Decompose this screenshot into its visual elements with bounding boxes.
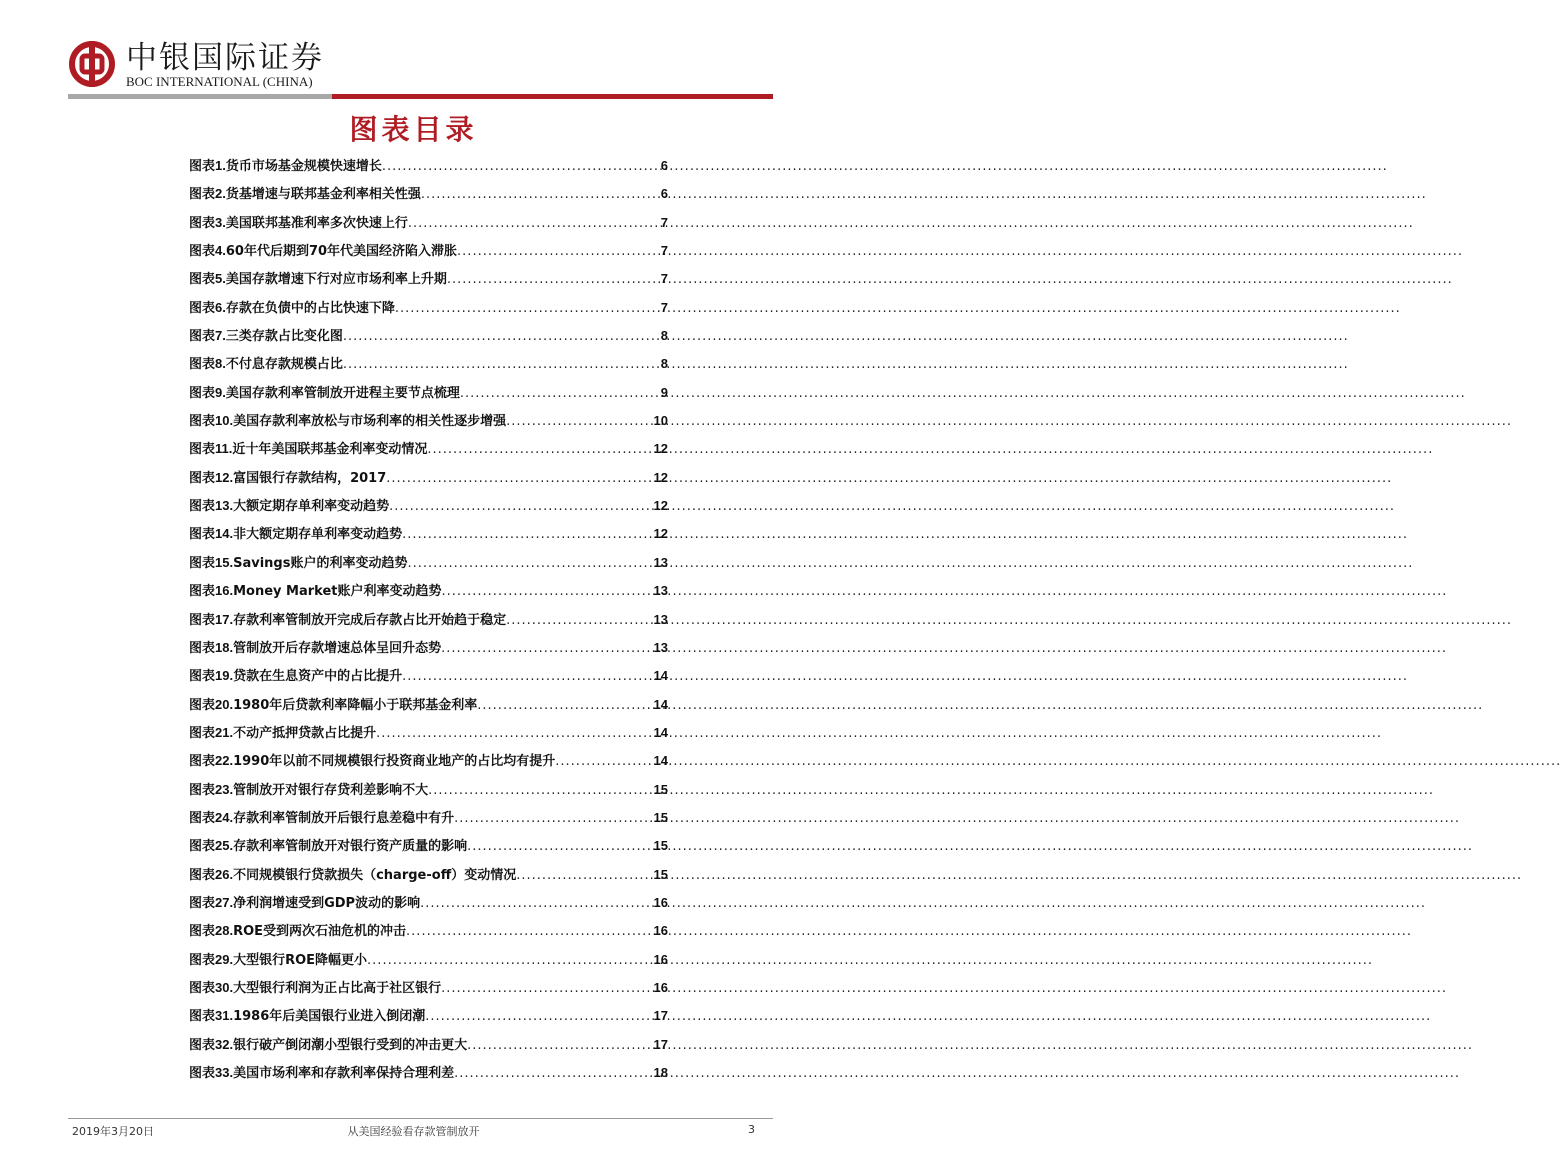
toc-entry-number: 33. — [215, 1065, 234, 1080]
toc-entry-number: 29. — [215, 951, 234, 967]
toc-dot-leader — [402, 527, 653, 542]
toc-entry[interactable] — [189, 552, 668, 580]
toc-dot-leader — [395, 301, 661, 316]
toc-dot-leader — [428, 783, 653, 798]
toc-entry[interactable] — [189, 892, 668, 920]
toc-dot-leader — [389, 499, 653, 514]
toc-entry-label: 图表 — [189, 669, 216, 685]
toc-dot-leader — [447, 272, 661, 287]
toc-entry-number: 17. — [215, 611, 234, 627]
toc-dot-leader — [386, 471, 653, 486]
toc-dot-leader — [382, 159, 661, 174]
toc-entry-title: 管制放开对银行存贷利差影响不大 — [233, 782, 429, 798]
toc-entry-label: 图表 — [189, 782, 216, 798]
toc-entry-label: 图表 — [189, 697, 216, 713]
toc-entry-number: 12. — [215, 469, 234, 485]
toc-entry-page: 6 — [660, 158, 668, 173]
toc-dot-leader — [555, 754, 653, 769]
footer-page-number: 3 — [748, 1123, 755, 1136]
toc-entry-title: 存款利率管制放开完成后存款占比开始趋于稳定 — [233, 612, 507, 628]
toc-entry-number: 22. — [215, 753, 234, 769]
toc-entry-title: 货基增速与联邦基金利率相关性强 — [225, 187, 421, 203]
toc-entry-label: 图表 — [189, 470, 216, 486]
toc-entry-title: 存款在负债中的占比快速下降 — [225, 300, 395, 316]
toc-entry[interactable] — [189, 1034, 668, 1062]
toc-dot-leader — [506, 613, 653, 628]
toc-entry-label: 图表 — [189, 527, 216, 543]
toc-entry-page: 7 — [660, 299, 668, 315]
toc-entry-page: 12 — [653, 469, 668, 485]
toc-entry[interactable] — [189, 637, 668, 665]
toc-entry-label: 图表 — [189, 810, 216, 826]
toc-entry-page: 12 — [653, 498, 668, 514]
toc-entry-number: 32. — [215, 1036, 234, 1052]
toc-entry-label: 图表 — [189, 1009, 216, 1025]
toc-dot-leader — [441, 641, 653, 656]
toc-entry-label: 图表 — [189, 244, 216, 260]
toc-entry-title: 货币市场基金规模快速增长 — [225, 159, 382, 174]
toc-entry-page: 8 — [660, 356, 668, 372]
toc-entry-number: 4. — [215, 243, 226, 259]
toc-entry-number: 9. — [215, 384, 226, 400]
toc-entry-number: 13. — [215, 498, 234, 514]
toc-entry-label: 图表 — [189, 895, 216, 911]
toc-entry[interactable] — [189, 609, 668, 637]
toc-entry-number: 3. — [215, 214, 226, 230]
toc-dot-leader — [343, 357, 661, 372]
toc-dot-leader — [477, 698, 653, 713]
header-divider-red — [332, 94, 773, 99]
toc-entry-number: 6. — [215, 299, 226, 315]
toc-dot-leader — [441, 981, 653, 996]
toc-entry-page: 7 — [660, 214, 668, 230]
toc-entry-label: 图表 — [189, 159, 216, 174]
toc-entry[interactable] — [189, 722, 668, 750]
toc-entry[interactable] — [189, 438, 668, 466]
toc-entry-title: 美国市场利率和存款利率保持合理利差 — [233, 1066, 455, 1081]
toc-entry-page: 13 — [653, 554, 668, 570]
toc-entry-label: 图表 — [189, 329, 216, 345]
toc-entry[interactable] — [189, 920, 668, 948]
toc-entry[interactable] — [189, 835, 668, 863]
toc-entry-title: 1986年后美国银行业进入倒闭潮 — [233, 1009, 426, 1025]
toc-entry-number: 14. — [215, 526, 234, 542]
toc-entry-page: 16 — [653, 923, 668, 939]
toc-entry-label: 图表 — [189, 725, 216, 741]
toc-dot-leader — [457, 244, 661, 259]
toc-entry-title: 美国存款利率放松与市场利率的相关性逐步增强 — [233, 414, 507, 430]
toc-entry-title: ROE受到两次石油危机的冲击 — [233, 924, 407, 940]
toc-entry-label: 图表 — [189, 1066, 216, 1081]
figure-toc-list — [189, 155, 668, 1090]
toc-entry[interactable] — [189, 523, 668, 551]
toc-entry-label: 图表 — [189, 555, 216, 571]
toc-entry-page: 7 — [660, 243, 668, 259]
toc-entry-label: 图表 — [189, 584, 216, 600]
header-divider-gray — [68, 94, 332, 99]
toc-entry-title: 大型银行利润为正占比高于社区银行 — [233, 980, 442, 996]
toc-entry-label: 图表 — [189, 187, 216, 203]
toc-entry-number: 16. — [215, 583, 234, 599]
toc-entry-title: 美国联邦基准利率多次快速上行 — [225, 215, 408, 231]
toc-entry-title: 存款利率管制放开后银行息差稳中有升 — [233, 810, 455, 826]
toc-entry-number: 5. — [215, 271, 226, 287]
toc-dot-leader — [376, 726, 653, 741]
toc-entry-title: 非大额定期存单利率变动趋势 — [233, 527, 403, 543]
toc-entry-page: 13 — [653, 611, 668, 627]
brand-name-cn: 中银国际证券 — [126, 40, 324, 76]
toc-entry-page: 13 — [653, 639, 668, 655]
toc-entry-number: 20. — [215, 696, 234, 712]
toc-entry[interactable] — [189, 410, 668, 438]
toc-entry-title: 净利润增速受到GDP波动的影响 — [233, 895, 421, 911]
toc-dot-leader — [421, 187, 661, 202]
toc-entry-label: 图表 — [189, 499, 216, 515]
brand-name-en: BOC INTERNATIONAL (CHINA) — [126, 74, 313, 89]
toc-entry[interactable] — [189, 779, 668, 807]
toc-entry-page: 15 — [653, 838, 668, 854]
toc-entry-title: 存款利率管制放开对银行资产质量的影响 — [233, 839, 468, 855]
toc-entry-number: 30. — [215, 979, 234, 995]
toc-entry[interactable] — [189, 665, 668, 693]
toc-dot-leader — [441, 584, 653, 599]
toc-entry[interactable] — [189, 807, 668, 835]
toc-entry-label: 图表 — [189, 640, 216, 656]
toc-entry-number: 26. — [215, 866, 234, 882]
toc-entry[interactable] — [189, 183, 668, 211]
toc-entry-page: 10 — [653, 413, 668, 429]
toc-entry-number: 31. — [215, 1008, 234, 1024]
toc-entry-page: 17 — [653, 1008, 668, 1024]
toc-entry-page: 16 — [653, 951, 668, 967]
toc-entry[interactable] — [189, 750, 668, 778]
toc-entry-title: 近十年美国联邦基金利率变动情况 — [232, 442, 428, 458]
toc-entry-title: 60年代后期到70年代美国经济陷入滞胀 — [225, 244, 458, 260]
toc-entry-page: 12 — [653, 441, 668, 457]
toc-entry-title: Money Market账户利率变动趋势 — [233, 584, 442, 600]
toc-entry-title: 不动产抵押贷款占比提升 — [233, 725, 377, 741]
toc-entry-page: 9 — [660, 384, 668, 400]
toc-entry[interactable] — [189, 467, 668, 495]
toc-entry-title: 1990年以前不同规模银行投资商业地产的占比均有提升 — [233, 754, 556, 770]
toc-entry-title: 贷款在生息资产中的占比提升 — [233, 669, 403, 685]
toc-entry[interactable] — [189, 325, 668, 353]
toc-entry[interactable] — [189, 580, 668, 608]
toc-entry-title: 富国银行存款结构，2017 — [233, 470, 387, 486]
toc-entry-page: 14 — [653, 724, 668, 740]
toc-entry-label: 图表 — [189, 980, 216, 996]
toc-entry-page: 15 — [653, 809, 668, 825]
toc-entry-label: 图表 — [189, 952, 216, 968]
toc-dot-leader — [367, 953, 653, 968]
toc-entry[interactable] — [189, 1062, 668, 1090]
toc-entry-page: 14 — [653, 696, 668, 712]
toc-entry-page: 15 — [653, 781, 668, 797]
toc-entry-page: 18 — [653, 1065, 668, 1080]
toc-entry-title: 1980年后贷款利率降幅小于联邦基金利率 — [233, 697, 478, 713]
toc-entry[interactable] — [189, 949, 668, 977]
toc-dot-leader — [467, 1038, 653, 1053]
toc-dot-leader — [427, 442, 653, 457]
toc-entry-page: 6 — [660, 186, 668, 202]
toc-entry-page: 13 — [653, 583, 668, 599]
toc-dot-leader — [425, 1009, 653, 1024]
toc-entry-title: 不同规模银行贷款损失（charge-off）变动情况 — [233, 867, 517, 883]
toc-entry-label: 图表 — [189, 414, 216, 430]
toc-entry-title: 管制放开后存款增速总体呈回升态势 — [233, 640, 442, 656]
toc-entry-page: 14 — [653, 753, 668, 769]
page-title: 图表目录 — [349, 113, 478, 146]
toc-entry-label: 图表 — [189, 867, 216, 883]
toc-entry-number: 10. — [215, 413, 234, 429]
toc-entry[interactable] — [189, 212, 668, 240]
toc-dot-leader — [454, 1066, 653, 1081]
toc-dot-leader — [406, 924, 653, 939]
toc-entry[interactable] — [189, 977, 668, 1005]
toc-entry[interactable] — [189, 297, 668, 325]
toc-entry[interactable] — [189, 864, 668, 892]
toc-entry-number: 2. — [215, 186, 226, 202]
boc-logo-icon — [68, 40, 116, 88]
toc-entry-title: 不付息存款规模占比 — [225, 357, 343, 373]
toc-entry-number: 24. — [215, 809, 234, 825]
toc-entry-title: 大型银行ROE降幅更小 — [233, 952, 368, 968]
toc-entry-page: 7 — [660, 271, 668, 287]
toc-entry-label: 图表 — [189, 442, 216, 458]
toc-entry-label: 图表 — [189, 357, 216, 373]
toc-dot-leader — [467, 839, 653, 854]
toc-dot-leader — [516, 868, 653, 883]
toc-entry-number: 18. — [215, 639, 234, 655]
toc-entry-label: 图表 — [189, 385, 216, 401]
toc-entry-label: 图表 — [189, 754, 216, 770]
toc-dot-leader — [402, 669, 653, 684]
toc-entry-number: 28. — [215, 923, 234, 939]
toc-entry-label: 图表 — [189, 612, 216, 628]
toc-entry-label: 图表 — [189, 924, 216, 940]
toc-dot-leader — [454, 811, 653, 826]
toc-entry-label: 图表 — [189, 839, 216, 855]
toc-entry-number: 11. — [215, 441, 233, 457]
toc-entry[interactable] — [189, 1005, 668, 1033]
toc-entry-number: 15. — [215, 554, 234, 570]
toc-entry-label: 图表 — [189, 272, 216, 288]
toc-entry-page: 8 — [660, 328, 668, 344]
toc-entry[interactable] — [189, 240, 668, 268]
toc-entry[interactable] — [189, 268, 668, 296]
toc-entry-page: 16 — [653, 979, 668, 995]
toc-entry-number: 23. — [215, 781, 234, 797]
toc-entry-label: 图表 — [189, 1037, 216, 1053]
toc-entry-number: 8. — [215, 356, 226, 372]
toc-entry[interactable] — [189, 495, 668, 523]
footer-doc-title: 从美国经验看存款管制放开 — [347, 1125, 480, 1138]
footer-date: 2019年3月20日 — [72, 1125, 154, 1138]
toc-entry-page: 16 — [653, 894, 668, 910]
toc-entry[interactable] — [189, 155, 668, 183]
toc-entry-title: 银行破产倒闭潮小型银行受到的冲击更大 — [233, 1037, 468, 1053]
toc-dot-leader — [460, 386, 661, 401]
toc-dot-leader — [408, 216, 661, 231]
toc-dot-leader — [343, 329, 661, 344]
toc-entry-page: 15 — [653, 866, 668, 882]
toc-entry-number: 19. — [215, 668, 234, 684]
toc-entry[interactable] — [189, 353, 668, 381]
toc-entry-number: 25. — [215, 838, 234, 854]
toc-dot-leader — [506, 414, 653, 429]
toc-entry-number: 7. — [215, 328, 226, 344]
toc-entry[interactable] — [189, 694, 668, 722]
toc-entry-label: 图表 — [189, 215, 216, 231]
footer-divider — [68, 1118, 773, 1119]
toc-entry-page: 12 — [653, 526, 668, 542]
toc-entry-title: Savings账户的利率变动趋势 — [233, 555, 408, 571]
toc-dot-leader — [420, 896, 653, 911]
toc-entry-page: 17 — [653, 1036, 668, 1052]
toc-dot-leader — [407, 556, 653, 571]
toc-entry-title: 三类存款占比变化图 — [225, 329, 343, 345]
toc-entry[interactable] — [189, 382, 668, 410]
toc-entry-number: 21. — [215, 724, 234, 740]
toc-entry-number: 1. — [215, 158, 226, 173]
toc-entry-number: 27. — [215, 894, 234, 910]
toc-entry-title: 美国存款增速下行对应市场利率上升期 — [225, 272, 447, 288]
toc-entry-page: 14 — [653, 668, 668, 684]
toc-entry-title: 美国存款利率管制放开进程主要节点梳理 — [225, 385, 460, 401]
toc-entry-title: 大额定期存单利率变动趋势 — [233, 499, 390, 515]
toc-entry-label: 图表 — [189, 300, 216, 316]
